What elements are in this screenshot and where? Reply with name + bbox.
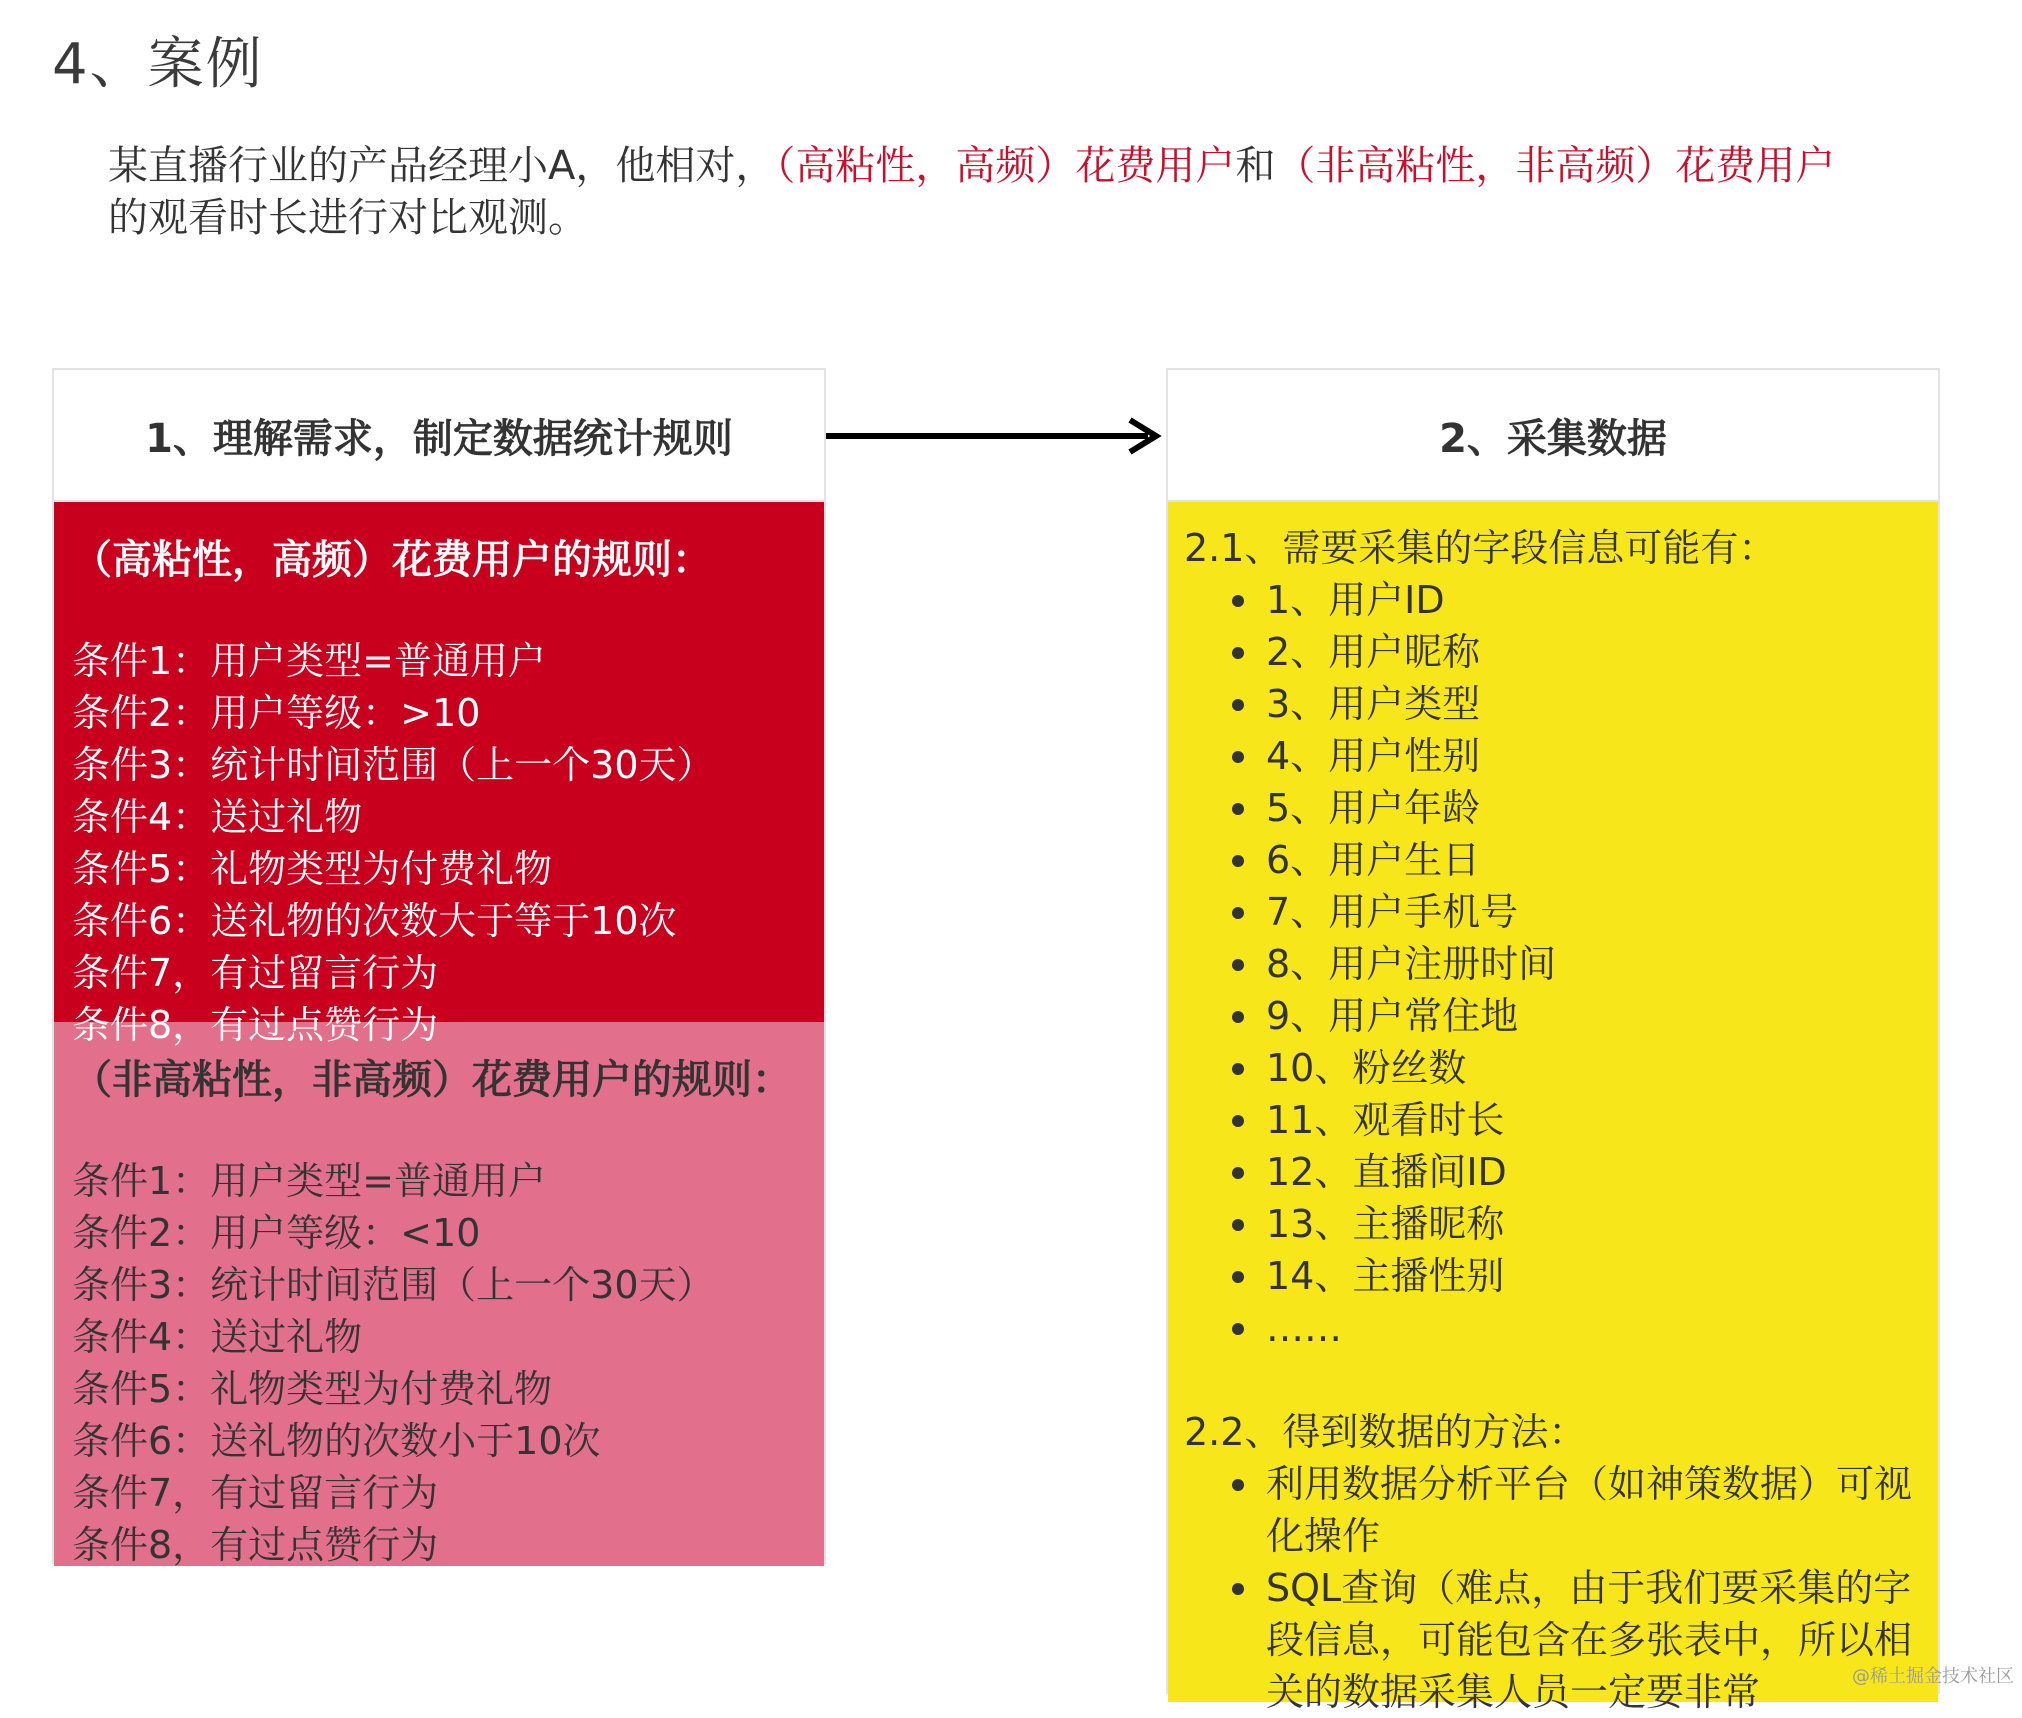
list-item: ……: [1232, 1302, 1922, 1354]
condition-item: 条件3：统计时间范围（上一个30天）: [72, 1263, 715, 1307]
methods-list: [1184, 1458, 1922, 1718]
list-item: 13、主播昵称: [1232, 1198, 1922, 1250]
condition-item: 条件1：用户类型=普通用户: [72, 1159, 547, 1203]
condition-item: 条件7，有过留言行为: [72, 1471, 439, 1515]
low-panel-title: （非高粘性，非高频）花费用户的规则：: [72, 1057, 792, 1103]
list-item: 12、直播间ID: [1232, 1146, 1922, 1198]
condition-item: 条件8，有过点赞行为: [72, 1003, 439, 1047]
high-stickiness-panel: [54, 502, 824, 1047]
watermark: @稀土掘金技术社区: [1852, 1666, 2014, 1687]
list-item: 8、用户注册时间: [1232, 938, 1922, 990]
intro-highlight-high: （高粘性，高频）花费用户: [775, 143, 1236, 189]
list-item: 6、用户生日: [1232, 834, 1922, 886]
condition-item: 条件3：统计时间范围（上一个30天）: [72, 743, 715, 787]
low-stickiness-panel: [54, 1022, 824, 1566]
condition-item: 条件6：送礼物的次数小于10次: [72, 1419, 601, 1463]
fields-list: [1184, 574, 1922, 1354]
intro-paragraph: [108, 140, 1848, 244]
fields-panel: [1168, 502, 1938, 1714]
intro-text-1: 某直播行业的产品经理小A，他相对，: [108, 143, 776, 189]
rules-box: [52, 368, 826, 1567]
rules-box-title: 1、理解需求，制定数据统计规则: [54, 370, 824, 502]
list-item: 利用数据分析平台（如神策数据）可视化操作: [1232, 1458, 1922, 1562]
list-item: 3、用户类型: [1232, 678, 1922, 730]
methods-section-title: 2.2、得到数据的方法：: [1184, 1410, 1587, 1454]
flow-arrow-icon: [826, 412, 1166, 452]
intro-text-2: 和: [1235, 143, 1276, 189]
condition-item: 条件5：礼物类型为付费礼物: [72, 1367, 553, 1411]
high-panel-title: （高粘性，高频）花费用户的规则：: [72, 537, 712, 583]
collect-box-title: 2、采集数据: [1168, 370, 1938, 502]
list-item: 5、用户年龄: [1232, 782, 1922, 834]
condition-item: 条件1：用户类型=普通用户: [72, 639, 547, 683]
condition-item: 条件2：用户等级：>10: [72, 691, 481, 735]
collect-data-box: [1166, 368, 1940, 1714]
list-item: 9、用户常住地: [1232, 990, 1922, 1042]
intro-text-3: 的观看时长进行对比观测。: [108, 195, 588, 241]
list-item: 7、用户手机号: [1232, 886, 1922, 938]
list-item: SQL查询（难点，由于我们要采集的字段信息，可能包含在多张表中，所以相关的数据采集人员一定要非常: [1232, 1562, 1922, 1718]
condition-item: 条件2：用户等级：<10: [72, 1211, 481, 1255]
condition-item: 条件4：送过礼物: [72, 1315, 363, 1359]
list-item: 10、粉丝数: [1232, 1042, 1922, 1094]
condition-item: 条件5：礼物类型为付费礼物: [72, 847, 553, 891]
list-item: 4、用户性别: [1232, 730, 1922, 782]
fields-section-title: 2.1、需要采集的字段信息可能有：: [1184, 526, 1777, 570]
condition-item: 条件6：送礼物的次数大于等于10次: [72, 899, 677, 943]
list-item: 11、观看时长: [1232, 1094, 1922, 1146]
list-item: 2、用户昵称: [1232, 626, 1922, 678]
section-heading: 4、案例: [52, 32, 264, 97]
condition-item: 条件4：送过礼物: [72, 795, 363, 839]
list-item: 14、主播性别: [1232, 1250, 1922, 1302]
list-item: 1、用户ID: [1232, 574, 1922, 626]
condition-item: 条件7，有过留言行为: [72, 951, 439, 995]
intro-highlight-low: （非高粘性，非高频）花费用户: [1275, 143, 1836, 189]
condition-item: 条件8，有过点赞行为: [72, 1523, 439, 1567]
